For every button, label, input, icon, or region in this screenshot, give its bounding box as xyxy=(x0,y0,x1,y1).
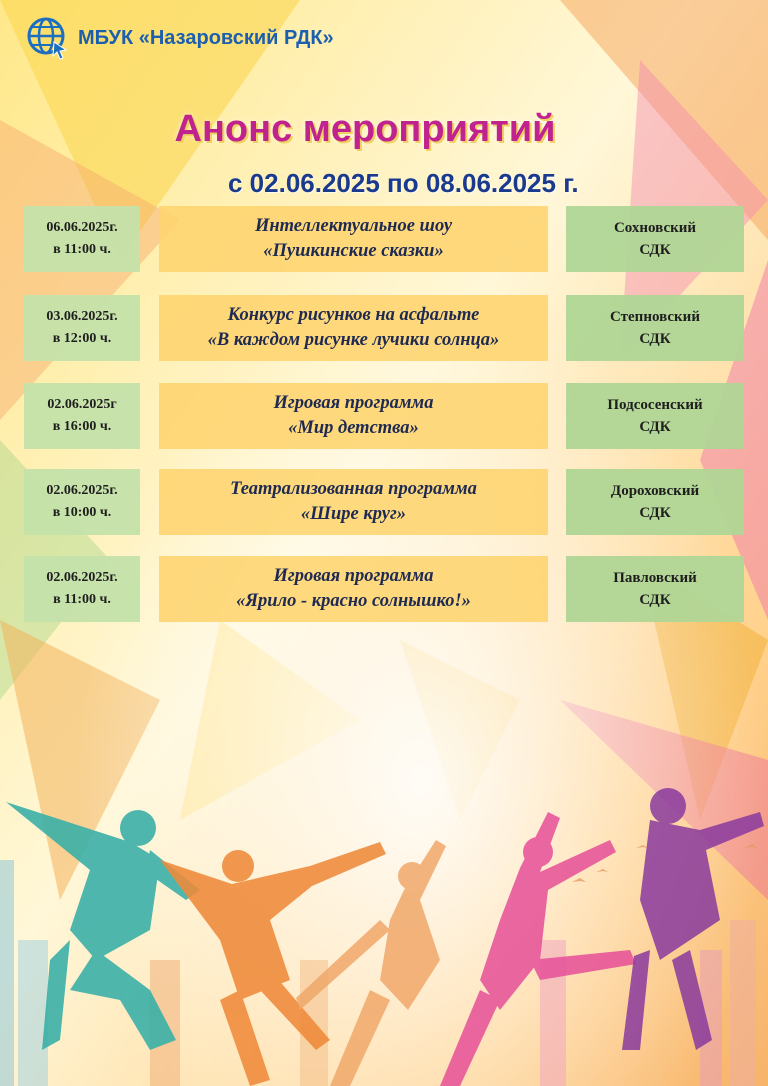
event-date-cell xyxy=(24,206,140,272)
event-type: Игровая программа xyxy=(273,566,434,586)
event-place-cell xyxy=(566,206,744,272)
period-subtitle: с 02.06.2025 по 08.06.2025 г. xyxy=(228,168,579,198)
event-place-type: СДК xyxy=(639,419,671,435)
event-type: Театрализованная программа xyxy=(230,479,477,499)
globe-icon xyxy=(26,16,70,60)
event-time: в 11:00 ч. xyxy=(53,242,111,257)
event-title-cell xyxy=(159,556,548,622)
event-title-cell xyxy=(159,383,548,449)
event-name: «В каждом рисунке лучики солнца» xyxy=(207,330,500,350)
event-time: в 10:00 ч. xyxy=(52,505,112,520)
event-date-cell xyxy=(24,383,140,449)
event-time: в 12:00 ч. xyxy=(52,331,112,346)
event-place: Подсосенский xyxy=(607,397,703,413)
event-name: «Ярило - красно солнышко!» xyxy=(236,591,471,611)
header xyxy=(26,16,334,60)
event-date: 02.06.2025г xyxy=(47,397,117,412)
event-name: «Шире круг» xyxy=(300,504,407,524)
event-date-cell xyxy=(24,469,140,535)
event-title-cell xyxy=(159,295,548,361)
event-place-cell xyxy=(566,295,744,361)
event-date: 02.06.2025г. xyxy=(46,483,118,498)
event-type: Конкурс рисунков на асфальте xyxy=(227,305,480,325)
event-time: в 11:00 ч. xyxy=(53,592,111,607)
event-date: 02.06.2025г. xyxy=(46,570,118,585)
event-place: Сохновский xyxy=(613,220,697,236)
event-place-cell xyxy=(566,383,744,449)
event-date: 06.06.2025г. xyxy=(46,220,118,235)
event-title-cell xyxy=(159,469,548,535)
event-date-cell xyxy=(24,295,140,361)
event-place: Степновский xyxy=(610,309,700,325)
event-place-type: СДК xyxy=(639,331,671,347)
event-time: в 16:00 ч. xyxy=(52,419,112,434)
event-name: «Мир детства» xyxy=(288,418,419,438)
event-place-cell xyxy=(566,469,744,535)
page-title: Анонс мероприятий xyxy=(174,108,556,150)
event-place-type: СДК xyxy=(639,242,671,258)
event-type: Игровая программа xyxy=(273,393,434,413)
event-date: 03.06.2025г. xyxy=(46,309,118,324)
event-place-type: СДК xyxy=(639,592,671,608)
event-name: «Пушкинские сказки» xyxy=(263,241,444,261)
event-title-cell xyxy=(159,206,548,272)
event-date-cell xyxy=(24,556,140,622)
org-name: МБУК «Назаровский РДК» xyxy=(78,26,334,49)
event-type: Интеллектуальное шоу xyxy=(254,216,453,236)
event-place: Дороховский xyxy=(610,483,700,499)
event-place-cell xyxy=(566,556,744,622)
event-place: Павловский xyxy=(613,570,697,586)
event-place-type: СДК xyxy=(639,505,671,521)
